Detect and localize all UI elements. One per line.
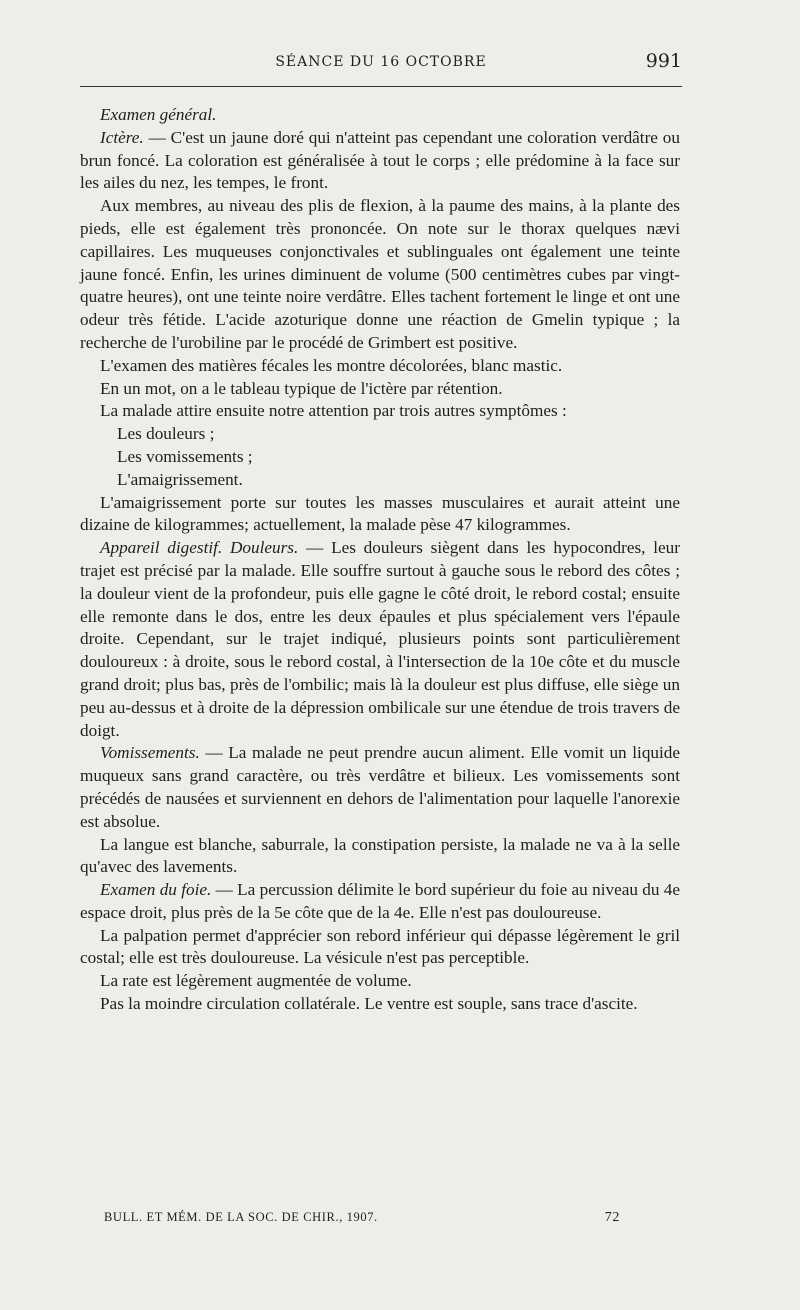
paragraph-text: La rate est légèrement augmentée de volume.: [100, 971, 412, 991]
paragraph: [80, 400, 680, 423]
paragraph: [80, 970, 680, 993]
section-lead: Ictère.: [100, 127, 144, 147]
paragraph-text: La palpation permet d'apprécier son rebord inférieur qui dépasse légèrement le gril costal; elle est très douloureuse. La vésicule n'est pas perceptible.: [80, 925, 680, 968]
paragraph-text: Les vomissements ;: [117, 446, 253, 466]
paragraph: [80, 492, 680, 538]
signature-mark: 72: [604, 1210, 620, 1225]
footer: [104, 1210, 620, 1225]
body-text: [80, 104, 680, 1016]
paragraph-text: Les douleurs ;: [117, 424, 215, 444]
paragraph-text: — C'est un jaune doré qui n'atteint pas cependant une coloration verdâtre ou brun foncé. La coloration est généralisée à tout le corps ; elle prédomine à la face sur les ailes du nez, les tempes, le front.: [80, 127, 680, 193]
paragraph: [80, 378, 680, 401]
running-head: [80, 50, 682, 74]
paragraph: [80, 925, 680, 971]
section-lead: Examen du foie.: [100, 880, 212, 900]
page-number: 991: [645, 50, 682, 72]
paragraph: [80, 195, 680, 355]
paragraph: [80, 104, 680, 127]
list-item: [80, 446, 680, 469]
list-item: [80, 423, 680, 446]
paragraph: [80, 355, 680, 378]
paragraph: [80, 537, 680, 742]
paragraph-text: — La malade ne peut prendre aucun aliment. Elle vomit un liquide muqueux sans grand caractère, ou très verdâtre et bilieux. Les vomissements sont précédés de nausées et surviennent en dehors de l'alimentation pour laquelle l'anorexie est absolue.: [80, 743, 680, 831]
paragraph-text: L'amaigrissement porte sur toutes les masses musculaires et aurait atteint une dizaine de kilogrammes; actuellement, la malade pèse 47 kilogrammes.: [80, 492, 680, 535]
section-lead: Appareil digestif. Douleurs.: [100, 538, 299, 558]
paragraph-text: Aux membres, au niveau des plis de flexion, à la paume des mains, à la plante des pieds, elle est également très prononcée. On note sur le thorax quelques nævi capillaires. Les muqueuses conjonctivales et sublinguales ont également une teinte jaune foncé. Enfin, les urines diminuent de volume (500 centimètres cubes par vingt-quatre heures), ont une teinte noire verdâtre. Elles tachent fortement le linge et ont une odeur très fétide. L'acide azoturique donne une réaction de Gmelin typique ; la recherche de l'urobiline par le procédé de Grimbert est positive.: [80, 196, 680, 352]
journal-footer: BULL. ET MÉM. DE LA SOC. DE CHIR., 1907.: [104, 1210, 378, 1224]
paragraph: [80, 834, 680, 880]
list-item: [80, 469, 680, 492]
paragraph: [80, 993, 680, 1016]
header-rule: [80, 86, 682, 87]
paragraph-text: En un mot, on a le tableau typique de l'ictère par rétention.: [100, 378, 503, 398]
section-lead: Examen général.: [100, 105, 217, 124]
paragraph-text: La malade attire ensuite notre attention par trois autres symptômes :: [100, 401, 567, 421]
paragraph: [80, 127, 680, 195]
paragraph-text: L'amaigrissement.: [117, 469, 243, 489]
paragraph: [80, 742, 680, 833]
paragraph-text: La langue est blanche, saburrale, la constipation persiste, la malade ne va à la selle qu'avec des lavements.: [80, 834, 680, 877]
paragraph-text: — La percussion délimite le bord supérieur du foie au niveau du 4e espace droit, plus près de la 5e côte que de la 4e. Elle n'est pas douloureuse.: [80, 880, 681, 922]
header-title: SÉANCE DU 16 OCTOBRE: [275, 54, 487, 70]
paragraph: [80, 879, 680, 925]
paragraph-text: — Les douleurs siègent dans les hypocondres, leur trajet est précisé par la malade. Elle souffre surtout à gauche sous le rebord des côtes ; la douleur vient de la profondeur, puis elle gagne le côté droit, le rebord costal; ensuite elle remonte dans le dos, entre les deux épaules et plus spécialement vers l'épaule droite. Cependant, sur le trajet indiqué, plusieurs points sont particulièrement douloureux : à droite, sous le rebord costal, à l'intersection de la 10e côte et du muscle grand droit; plus bas, près de l'ombilic; mais là la douleur est plus diffuse, elle siège un peu au-dessus et à droite de la dépression ombilicale sur une étendue de trois travers de doigt.: [80, 538, 680, 740]
section-lead: Vomissements.: [100, 743, 200, 763]
paragraph-text: L'examen des matières fécales les montre décolorées, blanc mastic.: [100, 355, 563, 375]
paragraph-text: Pas la moindre circulation collatérale. Le ventre est souple, sans trace d'ascite.: [100, 994, 638, 1014]
